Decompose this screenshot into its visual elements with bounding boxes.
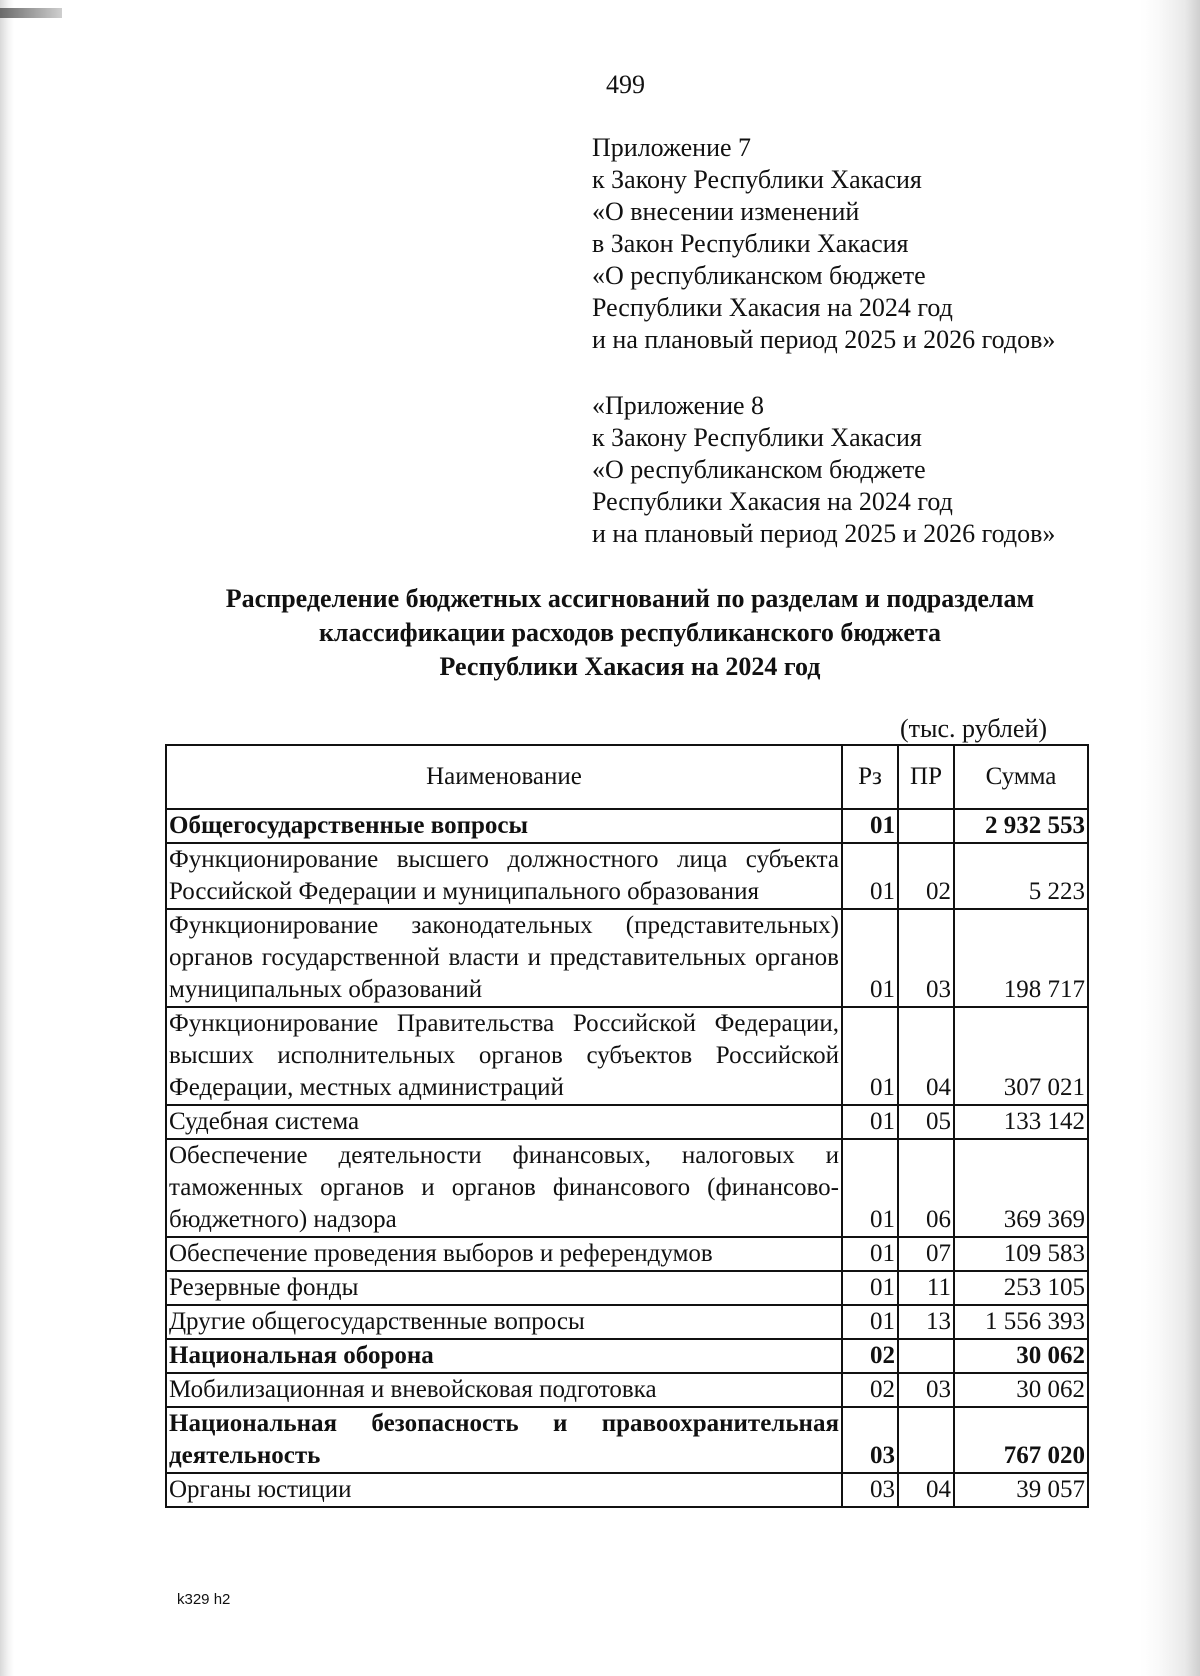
table-row [166,1407,1088,1473]
appendix-8-line: к Закону Республики Хакасия [592,423,922,452]
footer-code: k329 h2 [177,1591,231,1608]
cell-name: Мобилизационная и вневойсковая подготовка [166,1373,842,1407]
cell-rz: 01 [842,1105,898,1139]
cell-rz: 01 [842,1271,898,1305]
cell-name: Судебная система [166,1105,842,1139]
cell-rz: 01 [842,843,898,909]
cell-rz: 01 [842,1007,898,1105]
table-row [166,909,1088,1007]
appendix-7-line: «О внесении изменений [592,197,860,226]
cell-rz: 01 [842,1305,898,1339]
cell-sum: 1 556 393 [954,1305,1088,1339]
cell-pr: 05 [898,1105,954,1139]
cell-pr [898,1407,954,1473]
cell-pr [898,1339,954,1373]
cell-pr: 04 [898,1007,954,1105]
appendix-7-line: Приложение 7 [592,133,752,162]
table-row [166,1373,1088,1407]
cell-name: Национальная безопасность и правоохранительная деятельность [166,1407,842,1473]
appendix-8-line: и на плановый период 2025 и 2026 годов» [592,519,1056,548]
cell-rz: 03 [842,1473,898,1507]
cell-rz: 02 [842,1373,898,1407]
cell-name: Обеспечение проведения выборов и референдумов [166,1237,842,1271]
appendix-7-header [592,132,1055,356]
table-row [166,1007,1088,1105]
cell-rz: 01 [842,1237,898,1271]
table-row [166,1105,1088,1139]
cell-name: Функционирование высшего должностного лица субъекта Российской Федерации и муниципального образования [166,843,842,909]
cell-sum: 369 369 [954,1139,1088,1237]
header-rz: Рз [842,745,898,809]
page-number: 499 [606,70,645,99]
cell-sum: 30 062 [954,1373,1088,1407]
title-line: классификации расходов республиканского бюджета [318,618,942,647]
cell-sum: 307 021 [954,1007,1088,1105]
cell-rz: 02 [842,1339,898,1373]
header-pr: ПР [898,745,954,809]
table-row [166,1237,1088,1271]
cell-pr: 07 [898,1237,954,1271]
cell-pr: 02 [898,843,954,909]
appendix-7-line: «О республиканском бюджете [592,261,926,290]
appendix-7-line: Республики Хакасия на 2024 год [592,293,953,322]
cell-rz: 01 [842,1139,898,1237]
cell-sum: 109 583 [954,1237,1088,1271]
title-line: Республики Хакасия на 2024 год [439,652,821,681]
cell-pr: 03 [898,1373,954,1407]
scan-shadow-left [0,0,14,1676]
title-line: Распределение бюджетных ассигнований по разделам и подразделам [225,584,1035,613]
table-row [166,1271,1088,1305]
cell-name: Национальная оборона [166,1339,842,1373]
cell-pr: 03 [898,909,954,1007]
cell-name: Резервные фонды [166,1271,842,1305]
cell-name: Другие общегосударственные вопросы [166,1305,842,1339]
appendix-8-line: «О республиканском бюджете [592,455,926,484]
appendix-7-line: и на плановый период 2025 и 2026 годов» [592,325,1056,354]
cell-sum: 767 020 [954,1407,1088,1473]
cell-rz: 01 [842,909,898,1007]
table-row [166,1339,1088,1373]
cell-pr: 06 [898,1139,954,1237]
header-name: Наименование [166,745,842,809]
appendix-7-line: в Закон Республики Хакасия [592,229,909,258]
cell-sum: 133 142 [954,1105,1088,1139]
cell-sum: 30 062 [954,1339,1088,1373]
budget-table [165,744,1089,1508]
table-row [166,809,1088,843]
table-row [166,1139,1088,1237]
cell-sum: 198 717 [954,909,1088,1007]
scan-shadow-right [1140,0,1200,1676]
cell-sum: 253 105 [954,1271,1088,1305]
cell-sum: 39 057 [954,1473,1088,1507]
table-header-row [166,745,1088,809]
cell-name: Обеспечение деятельности финансовых, налоговых и таможенных органов и органов финансового (финансово-бюджетного) надзора [166,1139,842,1237]
appendix-7-line: к Закону Республики Хакасия [592,165,922,194]
staple-mark [0,8,62,18]
table-row [166,1305,1088,1339]
document-title [160,582,1100,684]
cell-pr [898,809,954,843]
cell-pr: 11 [898,1271,954,1305]
cell-name: Функционирование законодательных (представительных) органов государственной власти и представительных органов муниципальных образований [166,909,842,1007]
appendix-8-line: «Приложение 8 [592,391,765,420]
cell-rz: 03 [842,1407,898,1473]
cell-sum: 5 223 [954,843,1088,909]
cell-rz: 01 [842,809,898,843]
cell-pr: 13 [898,1305,954,1339]
cell-name: Общегосударственные вопросы [166,809,842,843]
cell-name: Функционирование Правительства Российской Федерации, высших исполнительных органов субъектов Российской Федерации, местных администраций [166,1007,842,1105]
appendix-8-header [592,390,1055,550]
units-label: (тыс. рублей) [900,714,1048,743]
table-row [166,1473,1088,1507]
cell-name: Органы юстиции [166,1473,842,1507]
cell-pr: 04 [898,1473,954,1507]
appendix-8-line: Республики Хакасия на 2024 год [592,487,953,516]
cell-sum: 2 932 553 [954,809,1088,843]
table-row [166,843,1088,909]
header-sum: Сумма [954,745,1088,809]
